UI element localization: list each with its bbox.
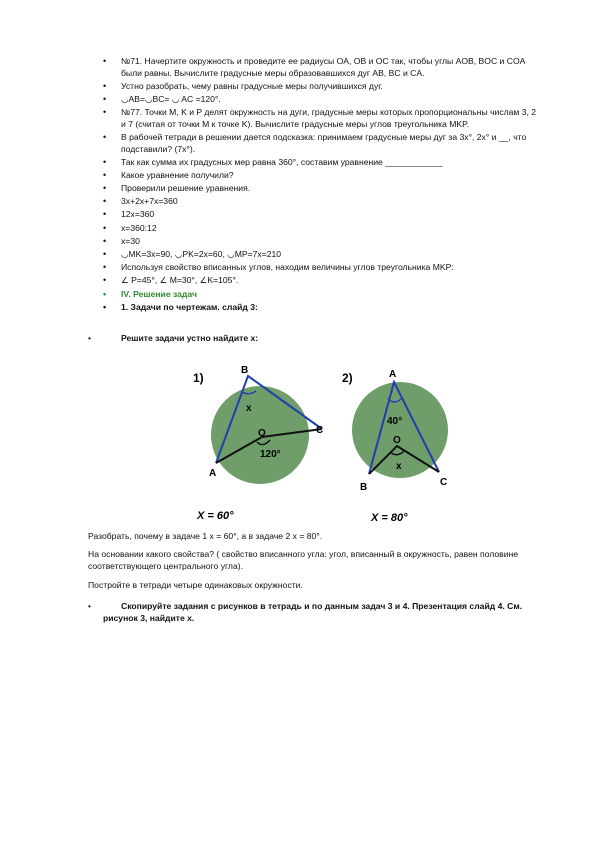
- figure1-label-x: x: [246, 403, 252, 414]
- figure2-label-a: A: [389, 369, 397, 380]
- figure1-answer: X = 60°: [197, 510, 234, 522]
- list-item: • x=30: [103, 236, 543, 248]
- list-item: • В рабочей тетради в решении дается подсказка: принимаем градусные меры дуг за 3x°, 2x° и __, что подставили? (7x°).: [103, 132, 543, 155]
- list-item: • №71. Начертите окружность и проведите ее радиусы OA, OB и OC так, чтобы углы AOB, BOC и COA были равны. Вычислите градусные меры образовавшихся дуг AB, BC и CA.: [103, 56, 543, 79]
- task-list: [103, 56, 543, 315]
- figure1-label-c: C: [316, 425, 324, 436]
- list-item: • 12x=360: [103, 209, 543, 221]
- figure1-label-b: B: [241, 365, 249, 376]
- paragraph-instruction: Постройте в тетради четыре одинаковых окружности.: [88, 580, 303, 590]
- geometry-figure: [185, 360, 475, 526]
- bullet-marker: •: [88, 333, 92, 343]
- list-item: • ◡MK=3x=90, ◡PK=2x=60, ◡MP=7x=210: [103, 249, 543, 261]
- paragraph-explain: Разобрать, почему в задаче 1 x = 60°, а в задаче 2 x = 80°.: [88, 531, 323, 541]
- figure2-answer: X = 80°: [371, 512, 408, 524]
- task-bullet: Решите задачи устно найдите x:: [121, 333, 259, 343]
- figure1-label-a: A: [209, 468, 217, 479]
- list-item: • Проверили решение уравнения.: [103, 183, 543, 195]
- list-item: • №77. Точки M, K и P делят окружность на дуги, градусные меры которых пропорциональны числам 3, 2 и 7 (считая от точки M к точке K). Вычислите градусные меры углов треугольника MKP.: [103, 107, 543, 130]
- figure1-label-o: O: [258, 428, 266, 439]
- subheading: • 1. Задачи по чертежам. слайд 3:: [103, 302, 543, 314]
- list-item: • Используя свойство вписанных углов, находим величины углов треугольника MKP:: [103, 262, 543, 274]
- paragraph-property: На основании какого свойства? ( свойство вписанного угла: угол, вписанный в окружность, равен половине соответствующего центрального угла).: [88, 549, 519, 571]
- figure1-number: 1): [193, 371, 204, 385]
- list-item: • Устно разобрать, чему равны градусные меры получившихся дуг.: [103, 81, 543, 93]
- bullet-marker: •: [88, 601, 92, 611]
- list-item: • ∠ P=45°, ∠ M=30°, ∠K=105°.: [103, 275, 543, 287]
- section-heading: • IV. Решение задач: [103, 289, 543, 301]
- list-item: • ◡AB=◡BC= ◡ AC =120°.: [103, 94, 543, 106]
- list-item: • Так как сумма их градусных мер равна 360°, составим уравнение ____________: [103, 157, 543, 169]
- figure2-label-c: C: [440, 477, 448, 488]
- figure2-label-x: x: [396, 461, 402, 472]
- list-item: • Какое уравнение получили?: [103, 170, 543, 182]
- figure2-angle-label: 40°: [387, 416, 403, 427]
- list-item: • x=360:12: [103, 223, 543, 235]
- list-item: • 3x+2x+7x=360: [103, 196, 543, 208]
- copy-task-bullet: Скопируйте задания с рисунков в тетрадь и по данным задач 3 и 4. Презентация слайд 4. См. рисунок 3, найдите x.: [103, 601, 523, 623]
- figure2-label-b: B: [360, 482, 368, 493]
- figure2-number: 2): [342, 371, 353, 385]
- figure2-label-o: O: [393, 435, 401, 446]
- figure1-angle-label: 120°: [260, 449, 281, 460]
